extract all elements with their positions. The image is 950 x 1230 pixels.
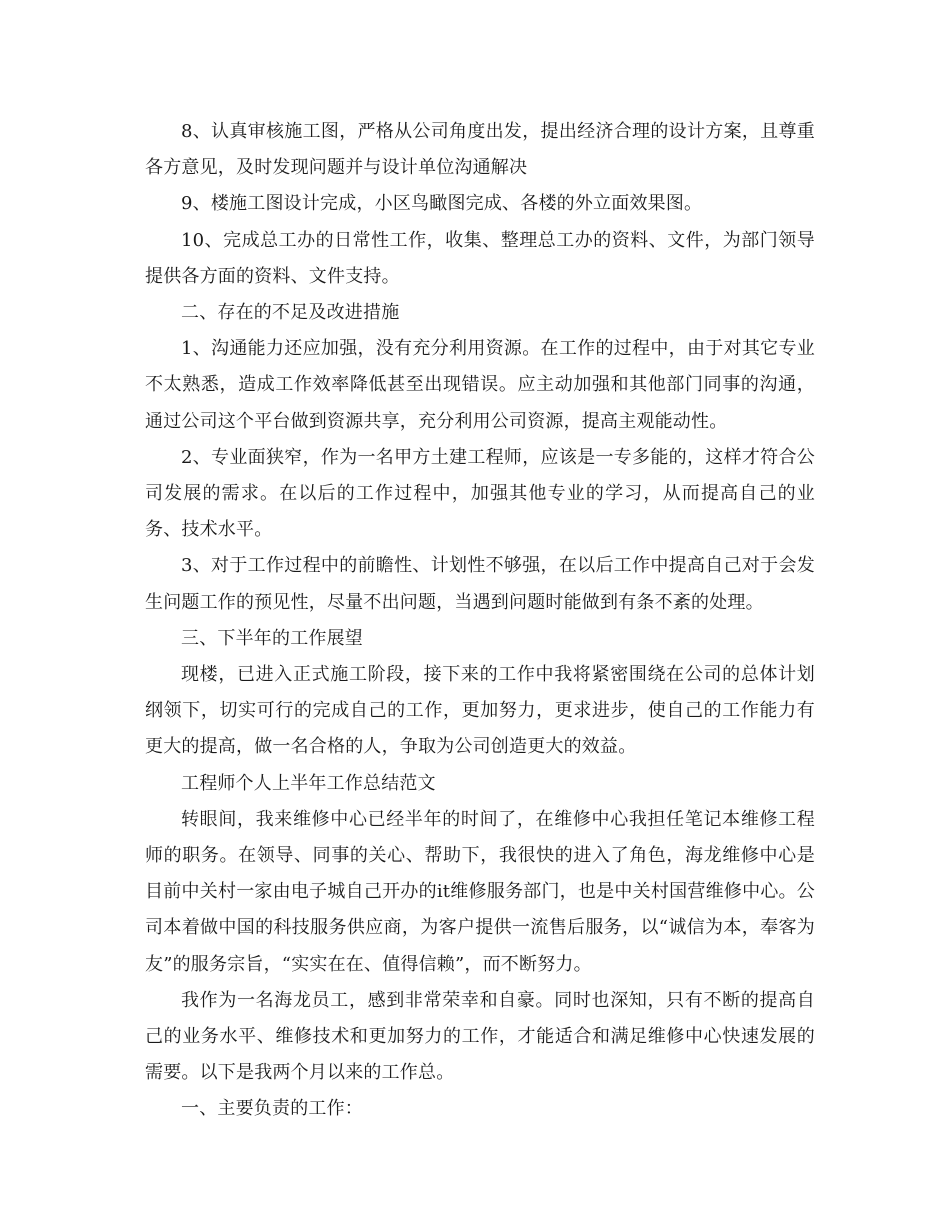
- article-title: 工程师个人上半年工作总结范文: [181, 772, 436, 794]
- paragraph-outlook: 现楼，已进入正式施工阶段，接下来的工作中我将紧密围绕在公司的总体计划纲领下，切实可行的完成自己的工作，更加努力，更求进步，使自己的工作能力有更大的提高，做一名合格的人，争取为公司创造更大的效益。: [145, 664, 815, 758]
- paragraph-item-9: 9、楼施工图设计完成，小区鸟瞰图完成、各楼的外立面效果图。: [181, 193, 703, 215]
- paragraph-shortcoming-1: 1、沟通能力还应加强，没有充分利用资源。在工作的过程中，由于对其它专业不太熟悉，造成工作效率降低甚至出现错误。应主动加强和其他部门同事的沟通，通过公司这个平台做到资源共享，充分利用公司资源，提高主观能动性。: [145, 338, 815, 432]
- section-heading-outlook: 三、下半年的工作展望: [181, 627, 363, 649]
- paragraph-item-8: 8、认真审核施工图，严格从公司角度出发，提出经济合理的设计方案，且尊重各方意见，及时发现问题并与设计单位沟通解决: [145, 121, 815, 179]
- paragraph-commitment: 我作为一名海龙员工，感到非常荣幸和自豪。同时也深知，只有不断的提高自己的业务水平、维修技术和更加努力的工作，才能适合和满足维修中心快速发展的需要。以下是我两个月以来的工作总。: [145, 989, 815, 1084]
- paragraph-shortcoming-3: 3、对于工作过程中的前瞻性、计划性不够强，在以后工作中提高自己对于会发生问题工作的预见性，尽量不出问题，当遇到问题时能做到有条不紊的处理。: [145, 555, 815, 613]
- paragraph-intro: 转眼间，我来维修中心已经半年的时间了，在维修中心我担任笔记本维修工程师的职务。在领导、同事的关心、帮助下，我很快的进入了角色，海龙维修中心是目前中关村一家由电子城自己开办的it维修服务部门，也是中关村国营维修中心。公司本着做中国的科技服务供应商，为客户提供一流售后服务，以“诚信为本，奉客为友”的服务宗旨，“实实在在、值得信赖”，而不断努力。: [145, 808, 815, 975]
- paragraph-shortcoming-2: 2、专业面狭窄，作为一名甲方土建工程师，应该是一专多能的，这样才符合公司发展的需求。在以后的工作过程中，加强其他专业的学习，从而提高自己的业务、技术水平。: [145, 446, 815, 541]
- section-heading-shortcomings: 二、存在的不足及改进措施: [181, 302, 400, 324]
- section-heading-main-work: 一、主要负责的工作：: [181, 1098, 363, 1120]
- paragraph-item-10: 10、完成总工办的日常性工作，收集、整理总工办的资料、文件，为部门领导提供各方面的资料、文件支持。: [145, 229, 815, 287]
- document-body: [145, 114, 815, 1128]
